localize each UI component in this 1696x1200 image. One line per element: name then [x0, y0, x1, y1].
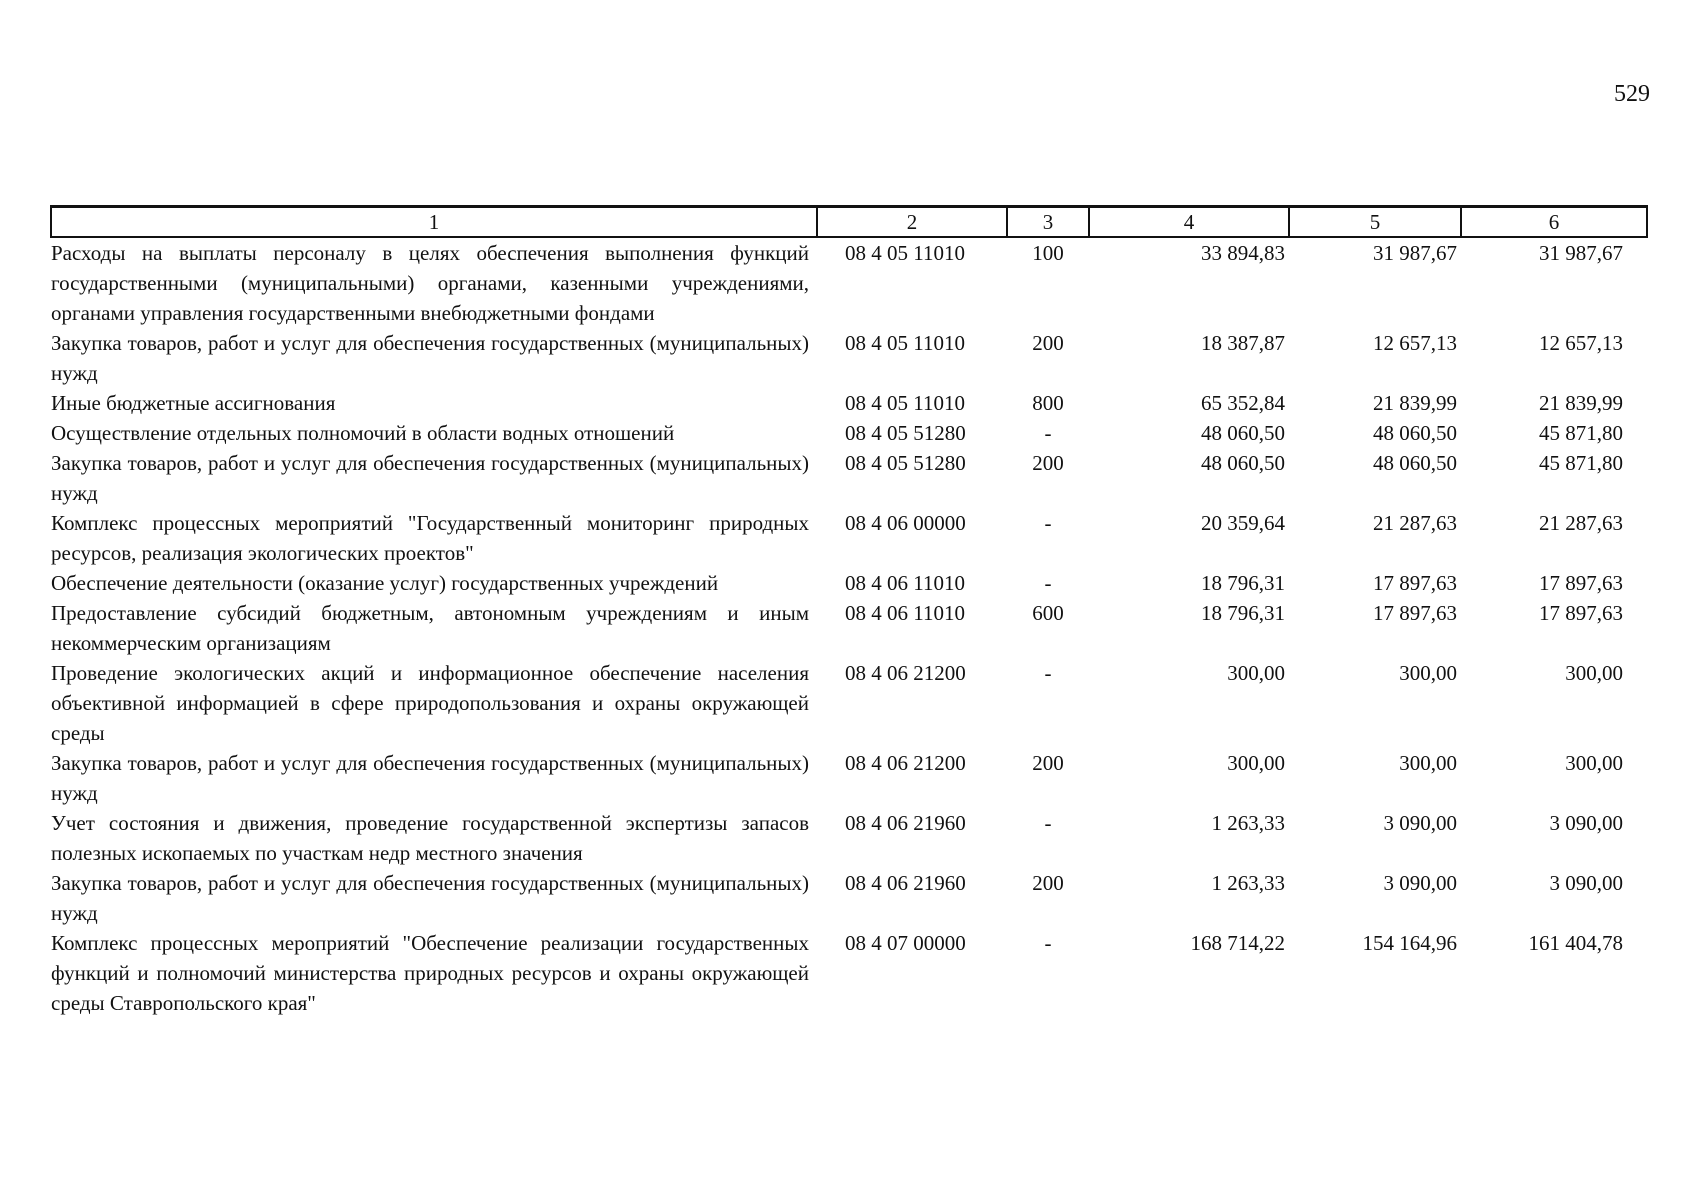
header-col-6: 6 — [1461, 207, 1647, 238]
row-value-col-4: 300,00 — [1227, 661, 1285, 685]
row-name: Осуществление отдельных полномочий в области водных отношений — [51, 421, 675, 445]
row-code: 08 4 06 21960 — [845, 811, 966, 835]
table-row — [51, 237, 1647, 328]
table-header — [51, 207, 1647, 238]
row-value-col-4: 18 796,31 — [1201, 601, 1285, 625]
row-value-col-4: 1 263,33 — [1211, 811, 1285, 835]
row-value-col-4: 33 894,83 — [1201, 241, 1285, 265]
row-code: 08 4 06 21200 — [845, 751, 966, 775]
table-row — [51, 328, 1647, 388]
row-value-col-4: 18 796,31 — [1201, 571, 1285, 595]
row-name: Закупка товаров, работ и услуг для обеспечения государственных (муниципальных) нужд — [51, 751, 809, 805]
row-value-col-6: 45 871,80 — [1539, 451, 1623, 475]
row-value-col-5: 21 839,99 — [1373, 391, 1457, 415]
row-expense-type: 200 — [1032, 331, 1064, 355]
row-value-col-6: 3 090,00 — [1549, 811, 1623, 835]
row-value-col-5: 31 987,67 — [1373, 241, 1457, 265]
table-row — [51, 748, 1647, 808]
row-value-col-4: 65 352,84 — [1201, 391, 1285, 415]
row-value-col-4: 20 359,64 — [1201, 511, 1285, 535]
row-value-col-6: 17 897,63 — [1539, 571, 1623, 595]
row-name: Закупка товаров, работ и услуг для обеспечения государственных (муниципальных) нужд — [51, 331, 809, 385]
header-col-2: 2 — [817, 207, 1007, 238]
row-value-col-6: 300,00 — [1565, 661, 1623, 685]
page-number: 529 — [1614, 81, 1650, 107]
row-value-col-4: 1 263,33 — [1211, 871, 1285, 895]
row-value-col-5: 3 090,00 — [1383, 811, 1457, 835]
row-value-col-5: 12 657,13 — [1373, 331, 1457, 355]
table-body — [51, 237, 1647, 1018]
header-row — [51, 207, 1647, 238]
row-code: 08 4 06 11010 — [845, 601, 965, 625]
row-code: 08 4 06 21200 — [845, 661, 966, 685]
row-name: Предоставление субсидий бюджетным, автономным учреждениям и иным некоммерческим организациям — [51, 601, 809, 655]
row-code: 08 4 05 11010 — [845, 391, 965, 415]
row-value-col-5: 48 060,50 — [1373, 451, 1457, 475]
row-value-col-5: 3 090,00 — [1383, 871, 1457, 895]
row-name: Иные бюджетные ассигнования — [51, 391, 336, 415]
table-row — [51, 508, 1647, 568]
table-row — [51, 928, 1647, 1018]
row-code: 08 4 07 00000 — [845, 931, 966, 955]
table-row — [51, 418, 1647, 448]
row-code: 08 4 06 21960 — [845, 871, 966, 895]
row-expense-type: - — [1044, 511, 1052, 535]
row-expense-type: 600 — [1032, 601, 1064, 625]
row-value-col-6: 300,00 — [1565, 751, 1623, 775]
row-name: Учет состояния и движения, проведение государственной экспертизы запасов полезных ископаемых по участкам недр местного значения — [51, 811, 809, 865]
header-col-5: 5 — [1289, 207, 1461, 238]
row-code: 08 4 06 11010 — [845, 571, 965, 595]
row-value-col-4: 48 060,50 — [1201, 421, 1285, 445]
row-expense-type: 800 — [1032, 391, 1064, 415]
row-value-col-5: 300,00 — [1399, 661, 1457, 685]
row-value-col-6: 45 871,80 — [1539, 421, 1623, 445]
row-value-col-6: 3 090,00 — [1549, 871, 1623, 895]
row-value-col-6: 21 839,99 — [1539, 391, 1623, 415]
row-value-col-6: 161 404,78 — [1528, 931, 1623, 955]
row-name: Закупка товаров, работ и услуг для обеспечения государственных (муниципальных) нужд — [51, 451, 809, 505]
row-name: Проведение экологических акций и информационное обеспечение населения объективной информацией в сфере природопользования и охраны окружающей среды — [51, 661, 809, 745]
budget-table — [50, 205, 1648, 1018]
row-expense-type: - — [1044, 811, 1052, 835]
row-expense-type: 200 — [1032, 871, 1064, 895]
row-expense-type: 100 — [1032, 241, 1064, 265]
row-value-col-5: 154 164,96 — [1362, 931, 1457, 955]
row-code: 08 4 05 51280 — [845, 451, 966, 475]
row-value-col-4: 300,00 — [1227, 751, 1285, 775]
header-col-4: 4 — [1089, 207, 1289, 238]
row-name: Расходы на выплаты персоналу в целях обеспечения выполнения функций государственными (муниципальными) органами, казенными учреждениями, органами управления государственными внебюджетными фондами — [51, 241, 809, 325]
row-expense-type: - — [1044, 571, 1052, 595]
row-expense-type: - — [1044, 661, 1052, 685]
row-code: 08 4 05 11010 — [845, 331, 965, 355]
row-expense-type: 200 — [1032, 451, 1064, 475]
row-value-col-6: 21 287,63 — [1539, 511, 1623, 535]
row-value-col-6: 12 657,13 — [1539, 331, 1623, 355]
table-row — [51, 388, 1647, 418]
row-value-col-4: 48 060,50 — [1201, 451, 1285, 475]
header-col-3: 3 — [1007, 207, 1089, 238]
row-expense-type: - — [1044, 931, 1052, 955]
row-code: 08 4 05 51280 — [845, 421, 966, 445]
row-expense-type: 200 — [1032, 751, 1064, 775]
row-value-col-5: 17 897,63 — [1373, 571, 1457, 595]
table-row — [51, 658, 1647, 748]
table-row — [51, 808, 1647, 868]
table-row — [51, 568, 1647, 598]
table-row — [51, 868, 1647, 928]
row-name: Закупка товаров, работ и услуг для обеспечения государственных (муниципальных) нужд — [51, 871, 809, 925]
row-code: 08 4 05 11010 — [845, 241, 965, 265]
row-expense-type: - — [1044, 421, 1052, 445]
row-value-col-5: 21 287,63 — [1373, 511, 1457, 535]
table-row — [51, 448, 1647, 508]
header-col-1: 1 — [51, 207, 817, 238]
row-value-col-4: 168 714,22 — [1190, 931, 1285, 955]
row-value-col-5: 17 897,63 — [1373, 601, 1457, 625]
row-name: Обеспечение деятельности (оказание услуг) государственных учреждений — [51, 571, 719, 595]
row-value-col-5: 300,00 — [1399, 751, 1457, 775]
row-name: Комплекс процессных мероприятий "Государственный мониторинг природных ресурсов, реализация экологических проектов" — [51, 511, 809, 565]
row-value-col-6: 17 897,63 — [1539, 601, 1623, 625]
row-value-col-6: 31 987,67 — [1539, 241, 1623, 265]
table-row — [51, 598, 1647, 658]
row-code: 08 4 06 00000 — [845, 511, 966, 535]
row-name: Комплекс процессных мероприятий "Обеспечение реализации государственных функций и полномочий министерства природных ресурсов и охраны окружающей среды Ставропольского края" — [51, 931, 809, 1015]
row-value-col-4: 18 387,87 — [1201, 331, 1285, 355]
row-value-col-5: 48 060,50 — [1373, 421, 1457, 445]
